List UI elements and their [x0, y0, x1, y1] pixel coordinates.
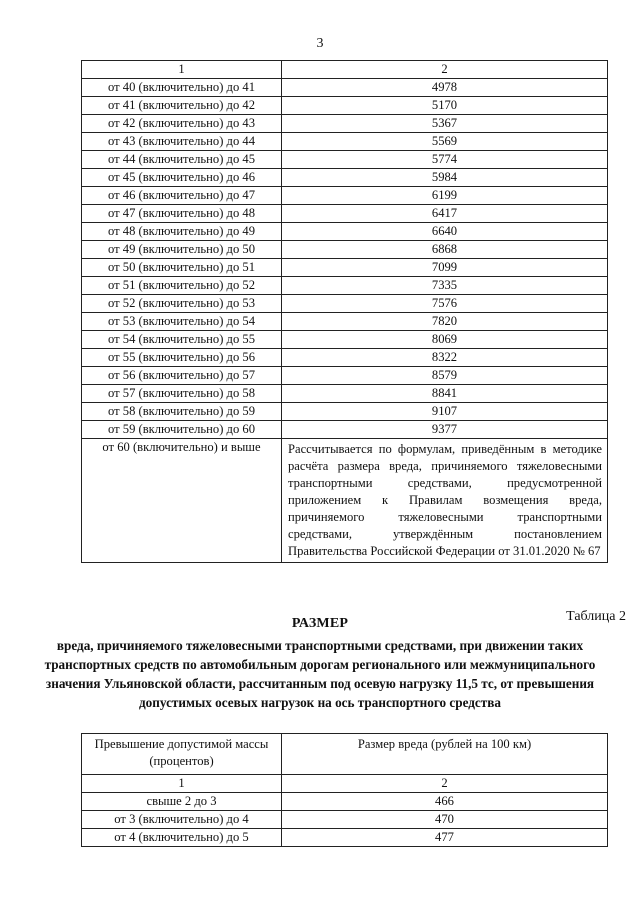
- damage-table-1: [81, 60, 608, 563]
- axle-load-range: от 52 (включительно) до 53: [82, 295, 282, 313]
- axle-load-range: от 41 (включительно) до 42: [82, 97, 282, 115]
- page-number: 3: [316, 36, 324, 51]
- axle-load-range: от 49 (включительно) до 50: [82, 241, 282, 259]
- excess-mass-header: Превышение допустимой массы (процентов): [82, 734, 282, 775]
- damage-value: 470: [282, 811, 608, 829]
- table-row: [82, 313, 608, 331]
- table-row: [82, 277, 608, 295]
- table-row: [82, 367, 608, 385]
- damage-value: 7820: [282, 313, 608, 331]
- table-header-row: [82, 61, 608, 79]
- axle-load-range: от 54 (включительно) до 55: [82, 331, 282, 349]
- damage-value: 6417: [282, 205, 608, 223]
- table-row: [82, 793, 608, 811]
- table-row: [82, 349, 608, 367]
- table-row: [82, 97, 608, 115]
- axle-load-range: от 53 (включительно) до 54: [82, 313, 282, 331]
- table-row: [82, 331, 608, 349]
- table-row: [82, 169, 608, 187]
- damage-value: 7099: [282, 259, 608, 277]
- damage-size-header: Размер вреда (рублей на 100 км): [282, 734, 608, 775]
- damage-value: 5569: [282, 133, 608, 151]
- table-row: [82, 829, 608, 847]
- damage-value: 8322: [282, 349, 608, 367]
- damage-value: 5170: [282, 97, 608, 115]
- axle-load-range: от 51 (включительно) до 52: [82, 277, 282, 295]
- damage-value: 4978: [282, 79, 608, 97]
- table-row: [82, 439, 608, 563]
- excess-mass-range: от 4 (включительно) до 5: [82, 829, 282, 847]
- damage-value: 8579: [282, 367, 608, 385]
- table-row: [82, 385, 608, 403]
- table-row: [82, 811, 608, 829]
- axle-load-range: от 44 (включительно) до 45: [82, 151, 282, 169]
- table-row: [82, 241, 608, 259]
- axle-load-range: от 55 (включительно) до 56: [82, 349, 282, 367]
- axle-load-range: от 46 (включительно) до 47: [82, 187, 282, 205]
- axle-load-range: от 59 (включительно) до 60: [82, 421, 282, 439]
- damage-value: 5367: [282, 115, 608, 133]
- column-number-2: 2: [282, 775, 608, 793]
- damage-value: 5984: [282, 169, 608, 187]
- excess-mass-range: от 3 (включительно) до 4: [82, 811, 282, 829]
- formula-note: Рассчитывается по формулам, приведённым в методике расчёта размера вреда, причиняемого тяжеловесными транспортными средствами, предусмотренной приложением к Правилам возмещения вреда, причиняемого тяжеловесными транспортными средствами, утверждённым постановлением Правительства Российской Федерации от 31.01.2020 № 67: [282, 439, 608, 563]
- table-row: [82, 403, 608, 421]
- damage-value: 8841: [282, 385, 608, 403]
- column-number-1: 1: [82, 775, 282, 793]
- table-row: [82, 79, 608, 97]
- axle-load-range: от 50 (включительно) до 51: [82, 259, 282, 277]
- damage-table-2: [81, 733, 608, 847]
- table-row: [82, 259, 608, 277]
- table-row: [82, 151, 608, 169]
- axle-load-range: от 48 (включительно) до 49: [82, 223, 282, 241]
- column-number-2: 2: [282, 61, 608, 79]
- axle-load-range: от 42 (включительно) до 43: [82, 115, 282, 133]
- axle-load-range: от 60 (включительно) и выше: [82, 439, 282, 563]
- table-row: [82, 421, 608, 439]
- table-row: [82, 187, 608, 205]
- table-row: [82, 223, 608, 241]
- table-row: [82, 295, 608, 313]
- axle-load-range: от 47 (включительно) до 48: [82, 205, 282, 223]
- table-numbering-row: [82, 775, 608, 793]
- axle-load-range: от 45 (включительно) до 46: [82, 169, 282, 187]
- table-header-row: [82, 734, 608, 775]
- damage-value: 8069: [282, 331, 608, 349]
- axle-load-range: от 40 (включительно) до 41: [82, 79, 282, 97]
- table-2-label: Таблица 2: [566, 609, 626, 624]
- damage-value: 9377: [282, 421, 608, 439]
- damage-value: 7335: [282, 277, 608, 295]
- axle-load-range: от 43 (включительно) до 44: [82, 133, 282, 151]
- excess-mass-range: свыше 2 до 3: [82, 793, 282, 811]
- column-number-1: 1: [82, 61, 282, 79]
- section-title: РАЗМЕР: [291, 616, 349, 631]
- table-row: [82, 115, 608, 133]
- damage-value: 6640: [282, 223, 608, 241]
- section-subtitle: вреда, причиняемого тяжеловесными транспортными средствами, при движении таких транспортных средств по автомобильным дорогам регионального или межмуниципального значения Ульяновской области, рассчитанным под осевую нагрузку 11,5 тс, от превышения допустимых осевых нагрузок на ось транспортного средства: [44, 638, 596, 710]
- axle-load-range: от 58 (включительно) до 59: [82, 403, 282, 421]
- axle-load-range: от 57 (включительно) до 58: [82, 385, 282, 403]
- damage-value: 9107: [282, 403, 608, 421]
- damage-value: 7576: [282, 295, 608, 313]
- damage-value: 477: [282, 829, 608, 847]
- damage-value: 6868: [282, 241, 608, 259]
- damage-value: 5774: [282, 151, 608, 169]
- axle-load-range: от 56 (включительно) до 57: [82, 367, 282, 385]
- table-row: [82, 205, 608, 223]
- table-row: [82, 133, 608, 151]
- damage-value: 6199: [282, 187, 608, 205]
- damage-value: 466: [282, 793, 608, 811]
